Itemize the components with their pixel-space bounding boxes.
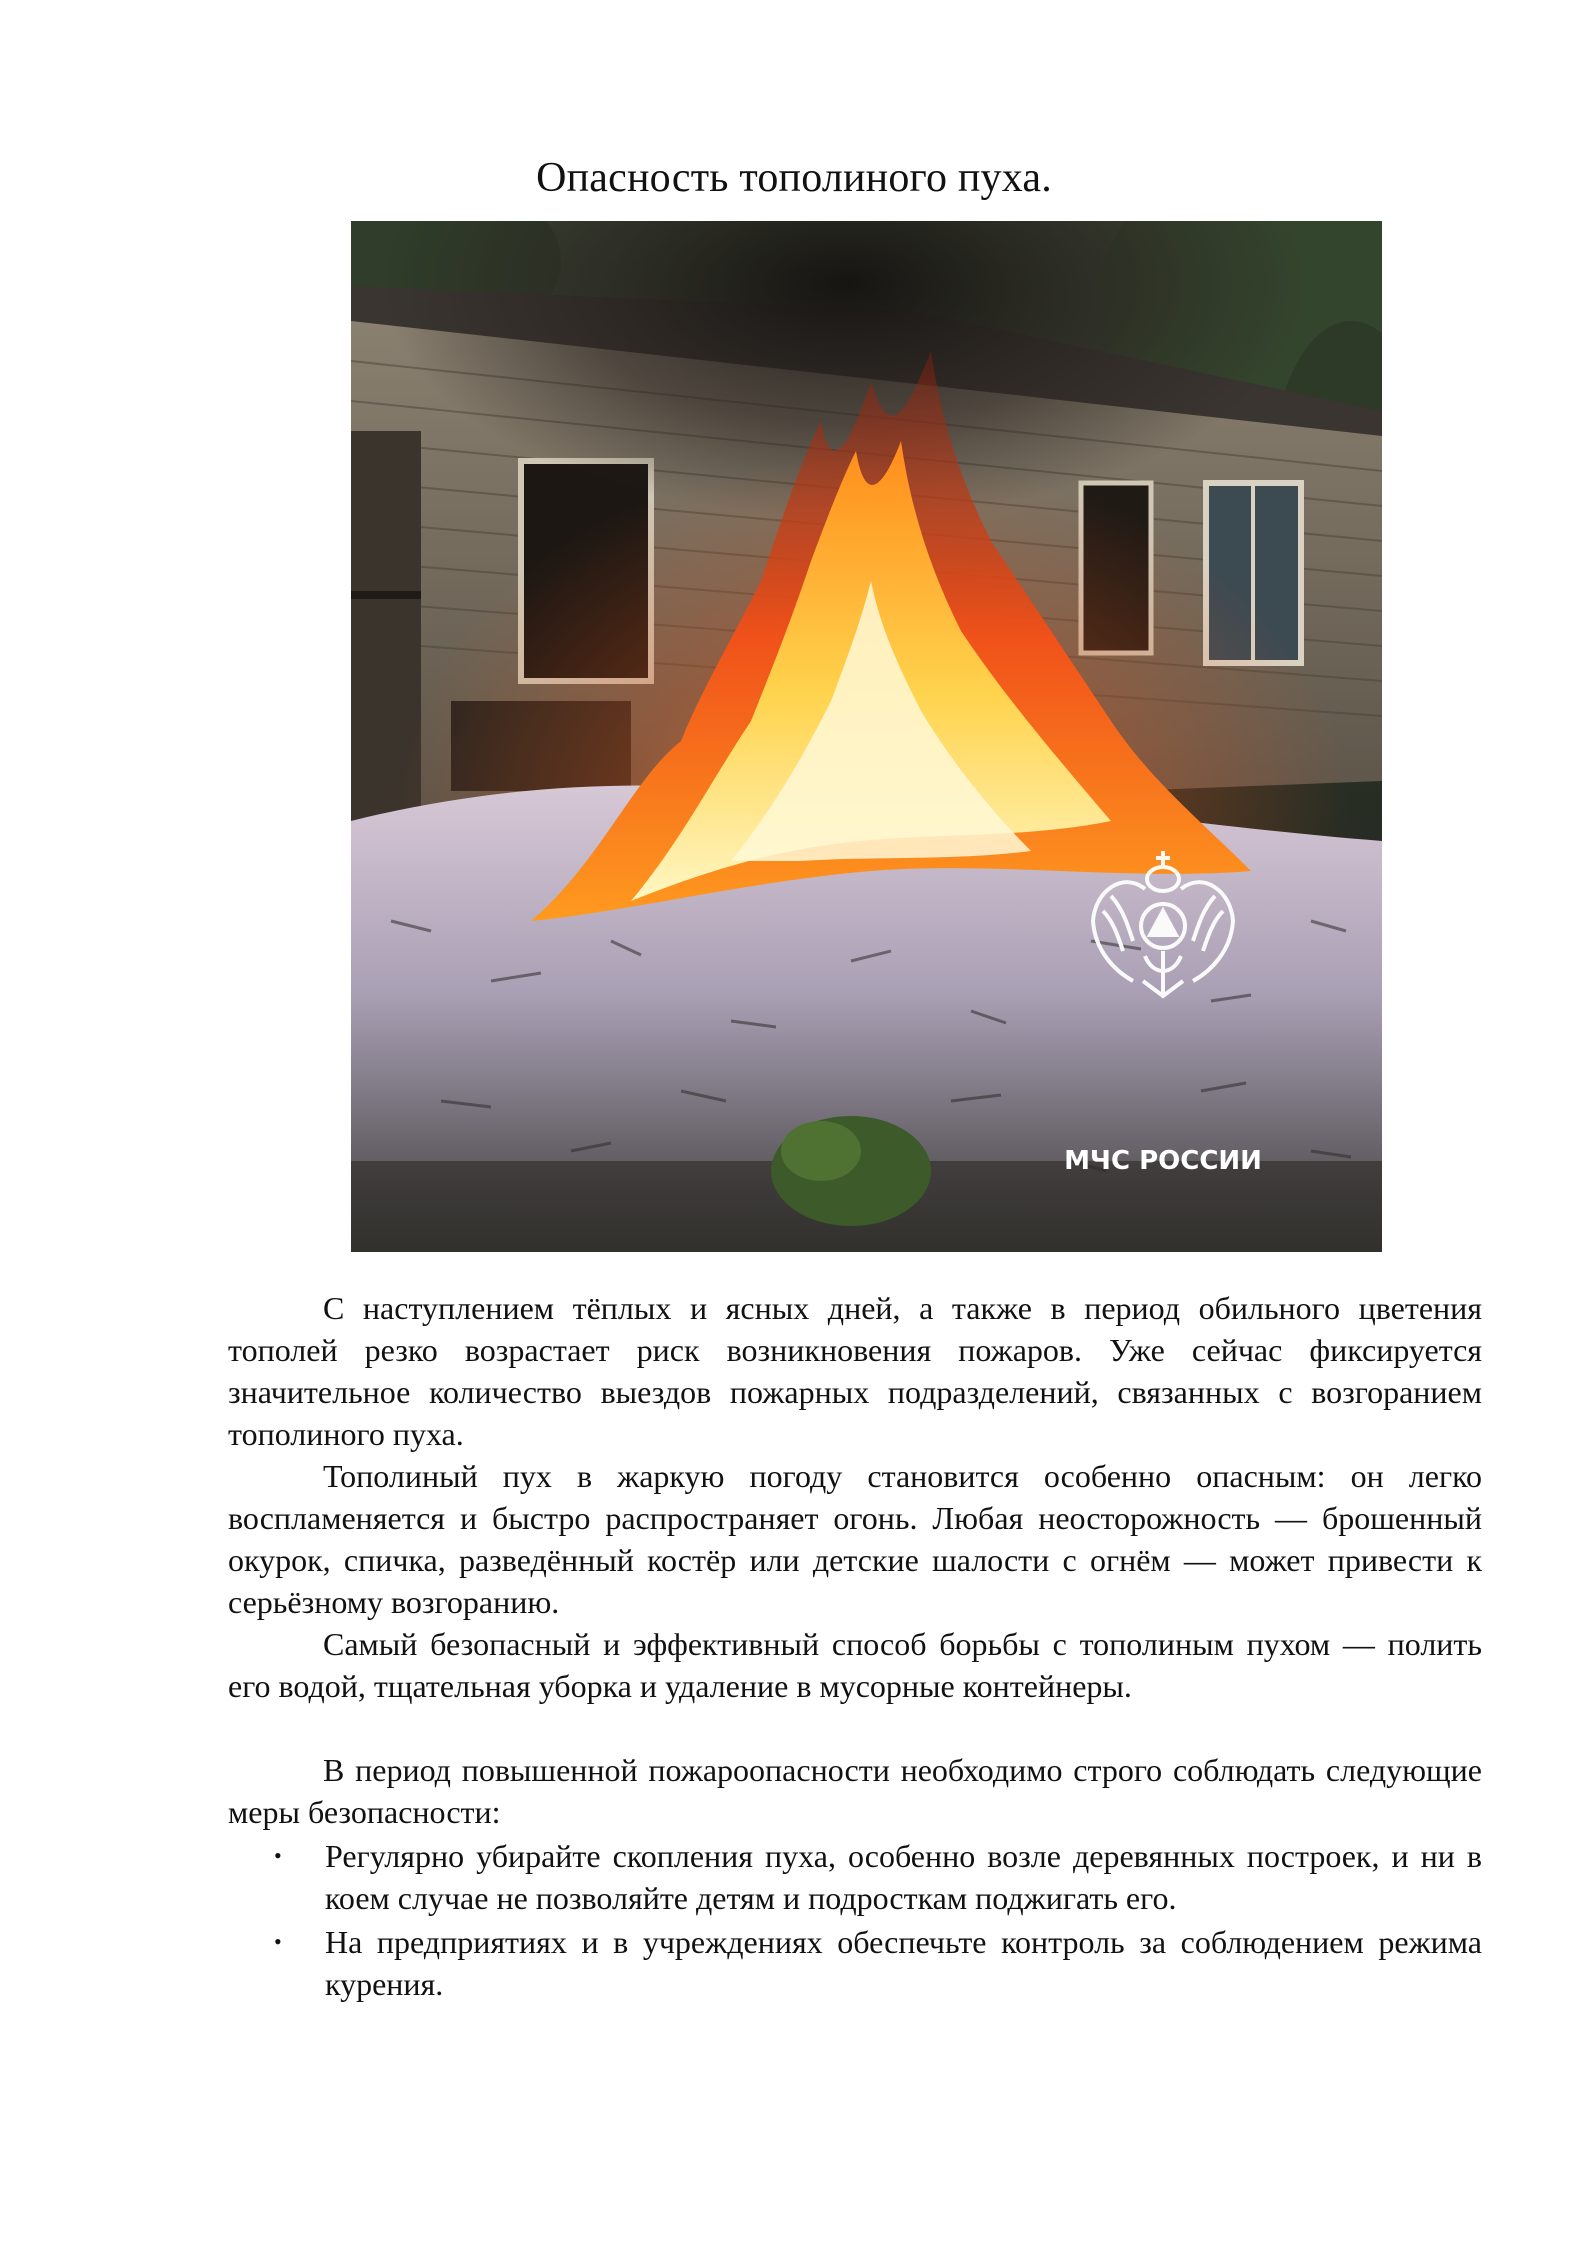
bullet-icon: • — [274, 1929, 282, 1954]
list-item-text: На предприятиях и в учреждениях обеспечьте контроль за соблюдением режима курения. — [325, 1924, 1482, 2002]
paragraph-2: Тополиный пух в жаркую погоду становится особенно опасным: он легко воспламеняется и быстро распространяет огонь. Любая неосторожность — брошенный окурок, спичка, разведённый костёр или детские шалости с огнём — может привести к серьёзному возгоранию. — [228, 1458, 1482, 1620]
watermark-text: МЧС РОССИИ — [1064, 1146, 1262, 1176]
paragraph-4: В период повышенной пожароопасности необходимо строго соблюдать следующие меры безопасности: — [228, 1752, 1482, 1830]
page-title: Опасность тополиного пуха. — [536, 155, 1052, 201]
safety-measures-list — [228, 1835, 1482, 2005]
paragraph-3: Самый безопасный и эффективный способ борьбы с тополиным пухом — полить его водой, тщательная уборка и удаление в мусорные контейнеры. — [228, 1626, 1482, 1704]
paragraph-1: С наступлением тёплых и ясных дней, а также в период обильного цветения тополей резко возрастает риск возникновения пожаров. Уже сейчас фиксируется значительное количество выездов пожарных подразделений, связанных с возгоранием тополиного пуха. — [228, 1290, 1482, 1452]
bullet-icon: • — [274, 1843, 282, 1868]
document-body — [228, 1287, 1482, 2005]
list-item — [228, 1835, 1482, 1919]
list-item-text: Регулярно убирайте скопления пуха, особенно возле деревянных построек, и ни в коем случае не позволяйте детям и подросткам поджигать его. — [325, 1838, 1482, 1916]
burning-poplar-fluff-image — [351, 221, 1382, 1252]
list-item — [228, 1921, 1482, 2005]
fire-photo — [351, 221, 1382, 1252]
